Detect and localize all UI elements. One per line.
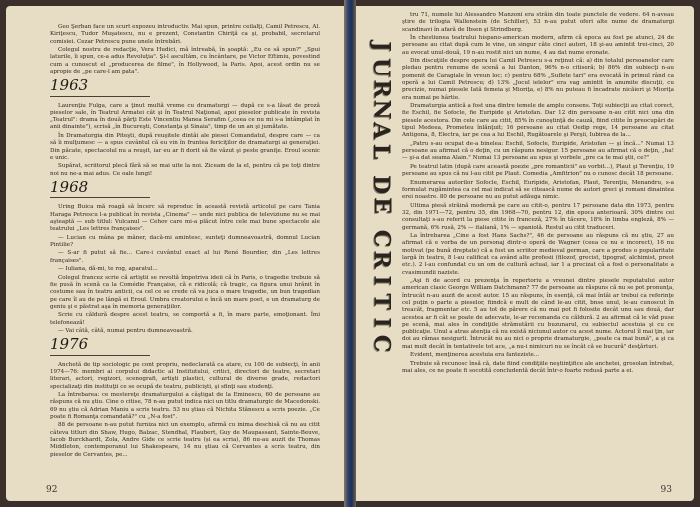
section-paragraph: Scrie cu căldură despre acest teatru, se comportă a fi, în mare parte, emoţionant. Îmi telefonează!	[50, 312, 320, 326]
right-text-column	[402, 12, 674, 377]
title-letter: A	[368, 121, 395, 140]
title-letter: I	[368, 275, 395, 286]
title-letter: T	[368, 293, 395, 310]
title-letter: U	[368, 57, 395, 78]
section-paragraph: Colegul francez scrie că artiştii se revoltă împotriva ideii că în Paris, o tragedie trebuie să fie pusă în scenă ca la Comédie Française, că e ridicolă; că tragic, ca figura unui hrănit în costume sau în teatru anticii, ca cel ce se crede că va juca o mare tragedie, un bun tragedian pe care îl au de pe lângă ei Eroul. Umbra creatorului e încă un mare poet, e un dramaturg de geniu şi e păstrat aşa în memoria generaţiilor.	[50, 274, 320, 310]
section-paragraph: Anchetă de tip sociologic pe cont propriu, nedeclarată ca atare, cu 100 de subiecţi, în anii 1974—76: membri ai corpului didactic al Institutului, critici, directori de teatre, secretari literari, actori, regizori, scenografi, artişti plastici, cultural de diverse grade, redactori specializaţi din instituţii ce se ocupă de teatru, publicişti, şi sfinţi sau studenţi.	[50, 361, 320, 390]
body-paragraph: „Aşi fi de acord cu prezenţa în repertoriu a vreunei dintre piesele reputatului autor american clasic George William Datchmann? 77 de persoane au răspuns că nu se pot pronunţa, întrucât n-au auzit de acest autor. 15 au răspuns, în esenţă, că mai întâi ar trebui ca referinţe cel puţin o parte a pieselor, fiindcă e mult de când le-au citit, bnse unul, le-au cunoscut în treacăt, fragmentar etc. 5 au tot de părere că nu mai pot fi folosite decât unu sau două, dar acestea ar fi cât se poate de adecvate, le-ar recomanda cu căldură. 2 au afirmat că le văd puse pe scenă, mai ales în condiţiile strămutării cu buzunarul, cu subiectul acestuia şi cu ce publicaţie. Unul a atras atenţia că nu există niciunul autor cu acest nume. Actorul îl mai ţin, iar doi au rămas nesigurli. Întrucât nu au nici o proprie dramaturgie, „poate ca mai bună", a şi ca mai mult decât în tentativele tot ace, „a nu-i nimicuri nu se încât că se bucură" desţărturi.	[402, 278, 674, 350]
year-underline	[50, 96, 150, 97]
section-paragraph: — Lucian cu mâna pe mâner, dacă-mi amintesc, sunteţi dumneavoastră, domnul Lucian Pintilie?	[50, 234, 320, 248]
section-paragraph: Laurenţiu Fulga, care a ţinut multă vreme cu dramaturgi — după ce s-a lăsat de proză pieselor sale, în Teatrul Armatei cât şi în Teatrul Naţional, apoi pieselor publicate în revista „Teatrul": drama în două părţi Este Vincentiu Manea Serafim („ceea ce nu mi s-a întâmplat în anii dinainte"), scrisă „în Bucureşti, Constanţa şi Sinaia", timp de un an şi jumătate.	[50, 102, 320, 131]
closing-paragraph: Trebuie să recunosc însă că, date fiind condiţiile neştiinţifice ale anchetei, grosolan întrebat, mai ales, ce ne poate fi socotită concludentă decât într-o foarte redusă parte a ei.	[402, 360, 674, 375]
body-paragraph: tru 71, numele lui Alessandro Manzoni era străin din toate punctele de vedere. 64 n-aveau ştire de trilogia Wallenstein (de Schiller), 53 n-au putut oferi alte nume de dramaturgi scandinavi în afară de Ibsen şi Strindberg.	[402, 12, 674, 33]
year-underline	[50, 355, 150, 356]
section-paragraph: 88 de persoane n-au putut furniza nici un exemplu, afirmă cu inima deschisă că nu au citit câteva titluri din Shaw, Hugo, Balzac, Stendhal, Flaubert, Guy de Maupassant, Sainte-Beuve, Iacob Burckhardt, Zola, Andre Gide ce scrie teatru (și ea scria), 86 nu-au auzit de Thomas Middleton, contemporanul lui Shakespeare, 14 nu ştiau că Cervantes a scris teatru, din pieselor de Cervantes, pe...	[50, 422, 320, 458]
vertical-journal-title	[368, 36, 394, 354]
title-letter: J	[368, 41, 395, 52]
body-paragraph: Dramaturgia antică a fost una dintre temele de amplu consens. Toţi subiecţii au citat corect, fie Eschil, fie Sofocle, fie Euripide şi Aristofan. Dar 12 din persoane n-au citit nici una din piesele acestora. Din cele care au citit, 85% în cunoştinţă de cauză, fiind citite în preocupări de tipul Medeea, Prometeu înlănţuit; 16 persoane au citat Oedip rege, 14 persoane au citat Antigona, 8, Electra, iar pe cea a lui Eschil, Rugătoarele şi Perşii, Iubirea de la...	[402, 103, 674, 139]
section-paragraph: În Dramaturgia din Piteşti, după reuşitele dintâi ale piesei Comandatul, despre care — ca să îi mulţumesc — a spus cuvântul că eu vin în fruntea fericiţilor de dramaturgi ai generaţiei. Din păcate, spectacolul nu a reuşit, iar eu ar fi dorit să fie văzut şi peste graniţe. Eroul scenic e unic.	[50, 132, 320, 161]
title-letter: R	[368, 79, 395, 98]
section-paragraph: Supărat, scriitorul plecă fără să se mai uite la noi. Ziceam de la el, pentru că pe toţi dintre noi nu ne-a mai adus. Ce oale lungi!	[50, 163, 320, 177]
section-paragraph: — S-ar fi putut să fie... Care-i cuvântul exact al lui René Bourdier, din „Les lettres françaises".	[50, 250, 320, 264]
closing-paragraph: Evident, menţinerea acestuia era fanteziste...	[410, 352, 540, 359]
year-heading: 1968	[50, 177, 89, 196]
body-paragraph: Pe teatrul latin (după care această poezie „pre romanticii" au vorbit...), Plaut şi Terenţiu, 19 persoane au spus că nu l-au citit pe Plaut. Comedia „Amfitrion" nu o cunosc decât 18 persoane.	[402, 163, 674, 178]
body-paragraph: Ultima piesă străină modernă pe care au citit-o, pentru 17 persoane data din 1973, pentru 32, din 1971—72, pentru 35, din 1968—70, pentru 12, din epoca anterioară. 30% dintre cei consultaţi s-au referit la piese citite în franceză, 27% în tăcere, 18% în limba engleză, 8% — germană, 6% rusă, 2% — italiană, 1% — spaniolă. Restul au citit traduceri.	[402, 202, 674, 231]
title-letter: C	[368, 229, 395, 248]
body-paragraph: La întrebarea „Cine a fost Hans Sachs?", 46 de persoane au răspuns că nu ştiu, 27 au afirmat că e vorba de un personaj dintr-o operă de Wagner (ceea ce nu e incorect), 16 nu motivat (pe bună dreptate) că a fost un scriitor medieval german, care a produs o popularitate largă în teatru, 8 l-au calificat ca având alte profesii (filozof, grecist, tipograf, alchimist, preot etc.). 2 l-au confundat cu un om de cultură actual, iar 1 a precizat că a fost o personalitate a cvasimundii naziste.	[402, 233, 674, 276]
body-paragraph: Enumerarea autorilor Sofocle, Eschil, Euripide, Aristofan, Plaut, Terenţiu, Menandru, s-a formulat rugămintea ca cel mai indicat să se citească nume de autori greci şi romani dinaintea erei noastre. 80 de persoane nu au putut adăuga nimic.	[402, 179, 674, 201]
body-paragraph: În chestiunea teatrului hispano-american modern, afirm că epoca au fost pe atunci, 24 de persoane au citat după cum le vine, un singur câte cinci autori, 18 şi-au amintit trei-cinci, 20 au evocat unul-două, 19 n-au rostit nici un nume, 4 au dat nume eronate.	[402, 35, 674, 56]
title-letter: D	[368, 174, 395, 195]
body-paragraph: Din discuţiile despre opera lui Camil Petrescu s-a reţinut că: a) din totalul persoanelor care pledau pentru renume de scenă a lui Danton, 96% n-o citiseră; b) 86% din subiecţi n-au pomenit de Caragiale în vreun loc; c) pentru 68% „Suflete tari" era evocată în primul rând ca operă a lui Camil Petrescu; d) 13% „Jocul ielelor" era vag amintit în anumite discuţii, cu precizie, numai piesele Iată femeia şi Mioriţa, e) 8% nu puteau fi încadrate nicăieri şi Mioriţa era numai pe hârtie.	[402, 58, 674, 101]
section-paragraph: Uring Buica mă roagă să încerc să reproduc în această revistă articolul pe care Tania Haraga Petrescu l-a publicat în revista „Cinema" — unde nici publica de televiziune nu se mai aşteaptă — sub titlul: Vulcanul — Cehov care mi-a plăcut între cele mai bune spectacole ale teatrului „Les lettres françaises".	[50, 204, 320, 233]
title-letter: C	[368, 334, 395, 353]
year-heading: 1963	[50, 76, 89, 95]
left-text-column	[50, 24, 320, 460]
page-number-right: 93	[660, 485, 672, 495]
title-letter: I	[368, 317, 395, 328]
title-letter: L	[368, 143, 395, 160]
intro-paragraph: Geo Şerban face un scurt expozeu introductiv. Mai spun, printre ceilalţi, Camil Petrescu, Al. Kiriţescu, Tudor Muşatescu, nu e prezent, Constantin Chiriţă ca şi, probabil, secretarul comisiei. Cezar Petrescu pune unele întrebări.	[50, 24, 320, 45]
body-paragraph: „Patru s-au ocupat de-a binelea: Eschil, Sofocle, Euripide, Aristofan — şi încă..." Numai 13 persoane au afirmat că o deţin, cu un răspuns nesigur. 15 persoane au afirmat că o deţin, „ha! — şi-a dat seama Alain." Numai 13 persoane au spus şi vorbele „pre ca te mai ştii, ce?"	[402, 140, 674, 162]
left-page	[6, 6, 344, 501]
year-heading: 1976	[50, 335, 89, 354]
section-paragraph: — Vai câtă, câtă, numai pentru dumneavoastră.	[58, 328, 193, 335]
title-letter: N	[368, 99, 395, 120]
section-paragraph: La întrebarea: ce mestereţe dramaturgului a câştigat de la Eminescu, 60 de persoane au răspuns că nu ştiu. Cine o citise, 78 n-au putut indica nici un titlu dramaturgic de Macedonski. 69 nu ştiu că Adrian Maniu a scris teatru. 53 nu ştiau că Nichita Stănescu a scris poezie. „Ce poate fi Romanţa comandată?" cu „N-a fost".	[50, 392, 320, 420]
book-spine	[344, 0, 356, 507]
right-page	[356, 6, 694, 501]
year-underline	[50, 197, 150, 198]
title-letter: E	[368, 197, 395, 214]
intro-paragraph: Colegul nostru de redacţie, Vera Hudici, mă întreabă, în şoaptă: „Eu ce să spun?" „Spui laturile, îi spun, ce-a adus Revoluţia". Şi-l ascultăm, cu încântare, pe Victor Eftimiu, povestind cum a cunoscut el „producerea de filme", în Hollywood, la Paris. Apoi, acest ordin nu se apropie de „pe care-l am pata".	[50, 47, 320, 75]
title-letter: R	[368, 250, 395, 269]
page-number-left: 92	[46, 485, 58, 495]
section-paragraph: — Iuliana, dă-mi, te rog, aparatul...	[58, 266, 158, 273]
